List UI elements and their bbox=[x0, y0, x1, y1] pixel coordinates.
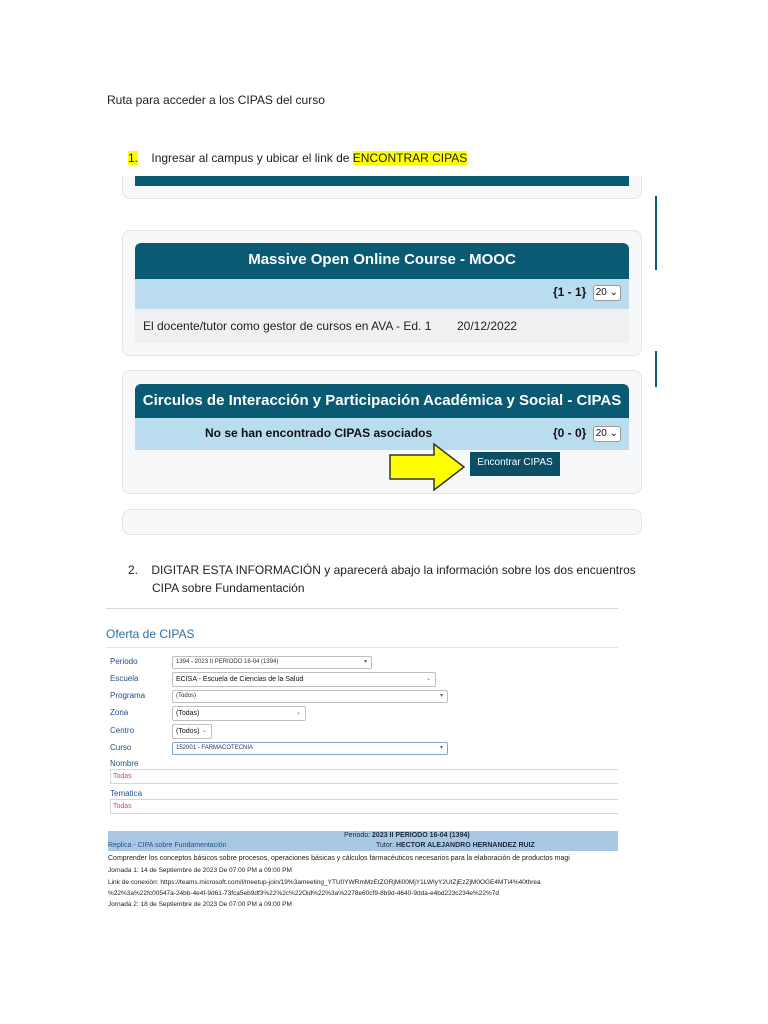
mooc-title: Massive Open Online Course - MOOC bbox=[135, 243, 629, 279]
intro-text: Ruta para acceder a los CIPAS del curso bbox=[107, 93, 325, 107]
cipas-empty-message: No se han encontrado CIPAS asociados bbox=[205, 426, 433, 440]
nombre-input[interactable]: Todas bbox=[110, 769, 618, 784]
campus-screenshot bbox=[122, 176, 657, 551]
curso-label: Curso bbox=[110, 743, 132, 752]
curso-select[interactable]: 152001 - FARMACOTECNIA ▾ bbox=[172, 742, 448, 755]
result-header bbox=[108, 831, 618, 851]
result-tutor: Tutor: HECTOR ALEJANDRO HERNANDEZ RUIZ bbox=[376, 842, 535, 849]
empty-card bbox=[122, 509, 642, 535]
escuela-select[interactable]: ECISA - Escuela de Ciencias de la Salud ⌄ bbox=[172, 672, 436, 687]
mooc-card bbox=[122, 230, 642, 356]
cipas-pager-range: {0 - 0} bbox=[553, 426, 587, 441]
top-card bbox=[122, 176, 642, 199]
periodo-select[interactable]: 1394 - 2023 II PERIODO 16-04 (1394) ▾ bbox=[172, 656, 372, 669]
tematica-input[interactable]: Todas bbox=[110, 799, 618, 814]
result-link-continued[interactable]: %22%3a%22fc00547a-24bb-4e4f-9d61-73fca5eb9df3%22%2c%22Oid%22%3a%2278e60cf9-8b9d-4640-9dda-e4bd223c234e%22%7d bbox=[108, 890, 500, 897]
step-2 bbox=[128, 563, 636, 577]
nombre-label: Nombre bbox=[110, 759, 139, 768]
step-1-highlight: ENCONTRAR CIPAS bbox=[352, 151, 468, 165]
cipas-pager-bar bbox=[135, 418, 629, 450]
centro-select[interactable]: (Todos) ⌄ bbox=[172, 724, 212, 739]
step-2-number: 2. bbox=[128, 563, 139, 577]
cipas-page-size-select[interactable]: 20 ⌄ bbox=[593, 426, 621, 442]
zona-select[interactable]: (Todas) ⌄ bbox=[172, 706, 306, 721]
mooc-course-date: 20/12/2022 bbox=[457, 319, 518, 333]
programa-label: Programa bbox=[110, 691, 146, 700]
mooc-pager-range: {1 - 1} bbox=[553, 285, 587, 300]
programa-select[interactable]: (Todos) ▾ bbox=[172, 690, 448, 703]
mooc-course-row[interactable] bbox=[135, 309, 629, 343]
result-description: Comprender los conceptos básicos sobre procesos, operaciones básicas y cálculos farmacéuticos necesarios para la elaboración de productos magi bbox=[108, 855, 570, 862]
escuela-label: Escuela bbox=[110, 674, 139, 683]
step-1 bbox=[128, 151, 467, 165]
tematica-label: Tematica bbox=[110, 789, 143, 798]
cipas-pager bbox=[553, 426, 621, 442]
mooc-course-name[interactable]: El docente/tutor como gestor de cursos en AVA - Ed. 1 bbox=[143, 319, 432, 333]
step-1-text: Ingresar al campus y ubicar el link de bbox=[151, 151, 353, 165]
result-replica[interactable]: Replica - CIPA sobre Fundamentación bbox=[108, 842, 227, 849]
top-card-bar bbox=[135, 176, 629, 186]
form-title: Oferta de CIPAS bbox=[106, 627, 195, 641]
centro-label: Centro bbox=[110, 726, 135, 735]
result-jornada-2: Jornada 2: 18 de Septiembre de 2023 De 07:00 PM a 09:00 PM bbox=[108, 901, 292, 908]
side-strip bbox=[655, 196, 657, 270]
mooc-pager bbox=[553, 285, 621, 301]
title-divider bbox=[106, 647, 618, 648]
result-link[interactable]: Link de conexión: https://teams.microsoft.com/l/meetup-join/19%3ameeting_YTU0YWRmMzEtZGRjMi00MjY1LWIyY2UtZjEzZjM0OGE4MTI4%40threa bbox=[108, 879, 541, 886]
cipas-card bbox=[122, 370, 642, 494]
oferta-screenshot bbox=[106, 608, 618, 911]
arrow-icon bbox=[388, 442, 468, 492]
result-jornada-1: Jornada 1: 14 de Septiembre de 2023 De 07:00 PM a 09:00 PM bbox=[108, 867, 292, 874]
zona-label: Zona bbox=[110, 708, 129, 717]
cipas-title: Circulos de Interacción y Participación Académica y Social - CIPAS bbox=[135, 384, 629, 418]
mooc-pager-bar bbox=[135, 279, 629, 309]
step-2-line2: CIPA sobre Fundamentación bbox=[152, 581, 305, 595]
step-1-number: 1. bbox=[128, 151, 139, 165]
step-2-line1: DIGITAR ESTA INFORMACIÓN y aparecerá abajo la información sobre los dos encuentros bbox=[151, 563, 636, 577]
periodo-label: Periodo bbox=[110, 657, 138, 666]
result-periodo: Periodo: 2023 II PERIODO 16-04 (1394) bbox=[344, 832, 470, 839]
mooc-page-size-select[interactable]: 20 ⌄ bbox=[593, 285, 621, 301]
encontrar-cipas-button[interactable]: Encontrar CIPAS bbox=[470, 452, 560, 476]
side-strip bbox=[655, 351, 657, 387]
